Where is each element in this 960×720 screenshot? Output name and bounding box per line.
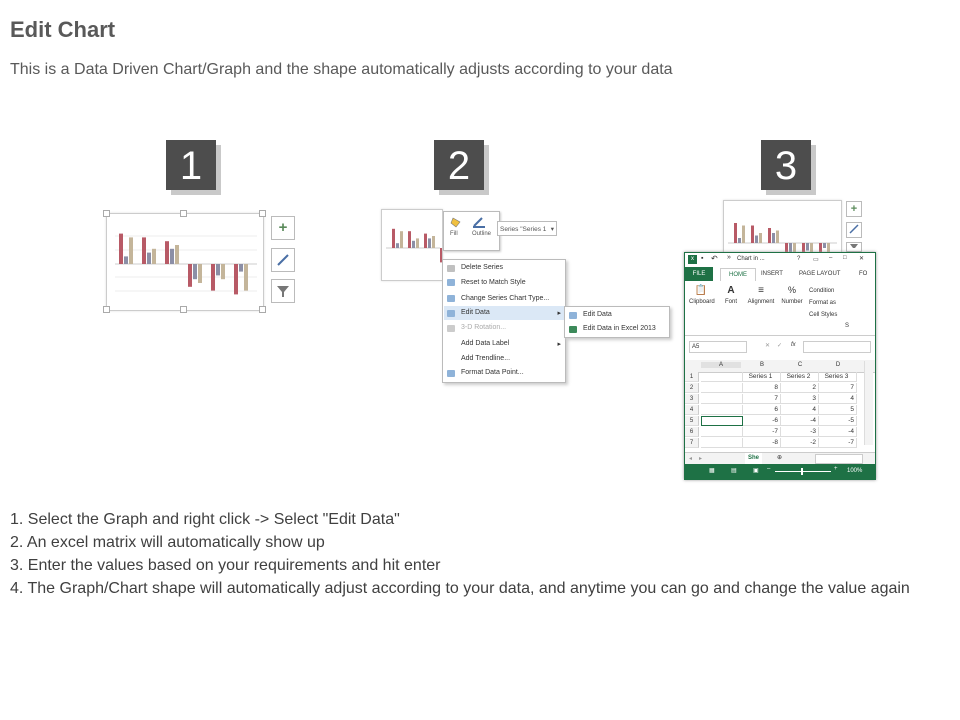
- zoom-level: 100%: [847, 468, 863, 474]
- resize-handle[interactable]: [259, 210, 266, 217]
- edit-data-icon: [447, 310, 455, 317]
- page-title: Edit Chart: [10, 17, 116, 42]
- outline-pen-icon: [472, 216, 486, 228]
- page-layout-view-icon[interactable]: ▤: [731, 468, 737, 474]
- bar-series-3: [776, 231, 779, 244]
- fill-button[interactable]: [450, 216, 464, 237]
- bar-series-3: [198, 264, 202, 283]
- cancel-icon[interactable]: ✕: [765, 343, 771, 349]
- bar-series-3: [175, 245, 179, 264]
- add-sheet-icon[interactable]: ⊕: [777, 455, 783, 461]
- instruction-2: 2. An excel matrix will automatically show up: [10, 534, 325, 551]
- vertical-scrollbar[interactable]: [864, 361, 873, 445]
- tab-page-layout[interactable]: PAGE LAYOUT: [799, 271, 841, 277]
- excel-window: [684, 252, 876, 480]
- row-header[interactable]: 5: [685, 416, 699, 426]
- brush-icon: [276, 253, 290, 267]
- overflow-icon[interactable]: »: [727, 254, 731, 261]
- cell-d4[interactable]: 5: [819, 405, 857, 415]
- instruction-1: 1. Select the Graph and right click -> Select "Edit Data": [10, 511, 400, 528]
- chart-preview-1[interactable]: [106, 213, 264, 311]
- fill-bucket-icon: [450, 216, 464, 228]
- bar-series-1: [165, 241, 169, 264]
- bar-series-1: [142, 237, 146, 264]
- cell-c6[interactable]: -3: [781, 427, 819, 437]
- step-badge-2: 2: [434, 140, 484, 190]
- menu-item-edit-data[interactable]: Edit Data: [461, 309, 490, 316]
- filter-icon: [849, 243, 859, 251]
- rotation-icon: [447, 325, 455, 332]
- reset-icon: [447, 279, 455, 286]
- bar-series-3: [152, 249, 156, 264]
- menu-item-delete-series[interactable]: Delete Series: [461, 264, 504, 271]
- menu-item-format-data-point[interactable]: Format Data Point...: [461, 369, 524, 376]
- chevron-right-icon: ▸: [557, 341, 561, 348]
- cell-b5[interactable]: -6: [743, 416, 781, 426]
- step-badge-1: 1: [166, 140, 216, 190]
- cell-c1[interactable]: Series 2: [781, 372, 819, 382]
- normal-view-icon[interactable]: ▦: [709, 468, 715, 474]
- number-group[interactable]: [779, 285, 805, 305]
- alignment-icon: ≡: [758, 285, 764, 296]
- row-header[interactable]: 3: [685, 394, 699, 404]
- cell-a2[interactable]: [701, 383, 743, 393]
- chart-filters-button[interactable]: [846, 242, 862, 252]
- series-select[interactable]: [497, 221, 557, 236]
- maximize-icon[interactable]: □: [843, 255, 847, 261]
- chart-styles-button[interactable]: [271, 248, 295, 272]
- sheet-tab[interactable]: She: [745, 453, 762, 466]
- outline-label: Outline: [472, 231, 492, 237]
- bar-series-1: [734, 223, 737, 243]
- excel-logo-icon: x: [688, 255, 697, 264]
- row-header[interactable]: 7: [685, 438, 699, 448]
- bar-series-3: [400, 231, 403, 248]
- cell-d2[interactable]: 7: [819, 383, 857, 393]
- excel-icon: [569, 326, 577, 333]
- cell-c2[interactable]: 2: [781, 383, 819, 393]
- cell-d5[interactable]: -5: [819, 416, 857, 426]
- styles-group-label: S: [845, 323, 850, 329]
- percent-icon: %: [787, 285, 796, 295]
- bar-series-2: [239, 264, 243, 272]
- resize-handle[interactable]: [180, 306, 187, 313]
- undo-icon[interactable]: ↶: [711, 254, 718, 263]
- outline-button[interactable]: [472, 216, 491, 237]
- clipboard-label: Clipboard: [689, 299, 715, 305]
- fx-button[interactable]: fx: [791, 342, 796, 348]
- tab-formulas[interactable]: FO: [859, 271, 868, 277]
- bar-series-2: [124, 256, 128, 264]
- zoom-slider[interactable]: [775, 471, 831, 472]
- plus-icon: +: [850, 203, 858, 215]
- edit-data-icon: [569, 312, 577, 319]
- chart-elements-button[interactable]: [271, 216, 295, 240]
- excel-titlebar: [685, 253, 875, 268]
- step-badge-3: 3: [761, 140, 811, 190]
- cell-d6[interactable]: -4: [819, 427, 857, 437]
- page-break-view-icon[interactable]: ▣: [753, 468, 759, 474]
- bar-series-1: [408, 231, 411, 248]
- bar-series-2: [412, 241, 415, 248]
- menu-item-add-data-label[interactable]: Add Data Label: [461, 340, 510, 347]
- styles-group[interactable]: [809, 285, 837, 321]
- tab-file[interactable]: FILE: [685, 267, 713, 281]
- cell-a7[interactable]: [701, 438, 743, 448]
- save-icon[interactable]: ▪: [701, 255, 704, 262]
- resize-handle[interactable]: [180, 210, 187, 217]
- cell-d1[interactable]: Series 3: [819, 372, 857, 382]
- cell-c7[interactable]: -2: [781, 438, 819, 448]
- cell-a4[interactable]: [701, 405, 743, 415]
- bar-series-1: [188, 264, 192, 287]
- chevron-down-icon: ▾: [550, 226, 554, 233]
- bar-series-2: [755, 236, 758, 244]
- menu-item-reset-style[interactable]: Reset to Match Style: [461, 279, 526, 286]
- font-group[interactable]: [721, 285, 741, 305]
- cell-a1[interactable]: [701, 372, 743, 382]
- edit-data-submenu: [564, 306, 670, 338]
- clipboard-group[interactable]: [689, 285, 713, 305]
- menu-item-change-chart-type[interactable]: Change Series Chart Type...: [461, 295, 550, 302]
- alignment-label: Alignment: [747, 299, 775, 305]
- bar-series-2: [738, 238, 741, 243]
- row-header[interactable]: 6: [685, 427, 699, 437]
- bar-series-1: [751, 226, 754, 244]
- alignment-group[interactable]: [745, 285, 777, 305]
- conditional-formatting[interactable]: Condition: [809, 288, 835, 294]
- formula-input[interactable]: [803, 341, 871, 353]
- clipboard-icon: 📋: [694, 285, 708, 296]
- brush-icon: [849, 224, 859, 234]
- cell-b6[interactable]: -7: [743, 427, 781, 437]
- cell-d3[interactable]: 4: [819, 394, 857, 404]
- horizontal-scrollbar[interactable]: [815, 454, 863, 464]
- cell-c3[interactable]: 3: [781, 394, 819, 404]
- chart-styles-button[interactable]: [846, 222, 862, 238]
- minimize-icon[interactable]: –: [829, 255, 833, 261]
- zoom-in-icon[interactable]: +: [834, 466, 838, 472]
- status-bar: [685, 464, 875, 479]
- cell-a5[interactable]: [701, 416, 743, 426]
- font-label: Font: [724, 299, 737, 305]
- col-header-b[interactable]: B: [759, 362, 764, 368]
- ribbon-options-icon[interactable]: ▭: [813, 257, 819, 263]
- bar-series-2: [428, 238, 431, 248]
- tab-home[interactable]: HOME: [720, 268, 756, 281]
- bar-series-3: [221, 264, 225, 279]
- window-title: Chart in ...: [737, 256, 765, 262]
- bar-series-2: [396, 243, 399, 248]
- font-icon: A: [727, 285, 735, 296]
- instruction-3: 3. Enter the values based on your requirements and hit enter: [10, 557, 441, 574]
- enter-icon[interactable]: ✓: [777, 343, 783, 349]
- spreadsheet-grid: [685, 372, 875, 452]
- menu-item-3d-rotation[interactable]: 3-D Rotation...: [461, 324, 507, 331]
- bar-series-2: [147, 253, 151, 264]
- bar-series-2: [193, 264, 197, 279]
- chevron-right-icon: ▸: [557, 310, 561, 317]
- chart-preview-2[interactable]: [381, 209, 443, 281]
- filter-icon: [276, 284, 290, 298]
- resize-handle[interactable]: [103, 210, 110, 217]
- help-button[interactable]: ?: [797, 256, 801, 262]
- bar-series-1: [392, 229, 395, 248]
- cell-b2[interactable]: 8: [743, 383, 781, 393]
- chart-elements-button[interactable]: [846, 201, 862, 217]
- resize-handle[interactable]: [259, 306, 266, 313]
- bar-series-2: [823, 243, 826, 248]
- zoom-slider-thumb[interactable]: [801, 468, 803, 475]
- cell-b4[interactable]: 6: [743, 405, 781, 415]
- formula-bar: [685, 340, 875, 354]
- chart-type-icon: [447, 295, 455, 302]
- col-header-c[interactable]: C: [797, 362, 803, 368]
- cell-styles[interactable]: Cell Styles: [809, 312, 838, 318]
- ribbon-tabs: [685, 267, 875, 282]
- fill-label: Fill: [450, 231, 458, 237]
- name-box[interactable]: A5: [689, 341, 747, 353]
- cell-a6[interactable]: [701, 427, 743, 437]
- bar-series-1: [234, 264, 238, 294]
- submenu-item-edit-data[interactable]: Edit Data: [583, 311, 612, 318]
- delete-icon: [447, 265, 455, 272]
- next-sheet-icon[interactable]: ▸: [699, 456, 703, 462]
- bar-series-1: [119, 234, 123, 264]
- row-header[interactable]: 1: [685, 372, 699, 382]
- bar-series-3: [432, 236, 435, 248]
- bar-series-3: [129, 237, 133, 264]
- chart-filters-button[interactable]: [271, 279, 295, 303]
- bar-series-2: [216, 264, 220, 275]
- instruction-4: 4. The Graph/Chart shape will automatically adjust according to your data, and anytime you can go and change the value again: [10, 580, 910, 597]
- cell-b3[interactable]: 7: [743, 394, 781, 404]
- bar-series-1: [211, 264, 215, 291]
- resize-handle[interactable]: [103, 306, 110, 313]
- bar-series-3: [759, 233, 762, 243]
- page-subtitle: This is a Data Driven Chart/Graph and the shape automatically adjusts according to your data: [10, 61, 673, 78]
- bar-series-1: [768, 228, 771, 243]
- bar-series-2: [772, 233, 775, 243]
- row-header[interactable]: 4: [685, 405, 699, 415]
- cell-b1[interactable]: Series 1: [743, 372, 781, 382]
- cell-c4[interactable]: 4: [781, 405, 819, 415]
- number-label: Number: [781, 299, 803, 305]
- instructions: [10, 508, 940, 600]
- mini-chart-2: [382, 210, 442, 280]
- cell-d7[interactable]: -7: [819, 438, 857, 448]
- menu-item-add-trendline[interactable]: Add Trendline...: [461, 355, 511, 362]
- context-menu: [442, 259, 566, 383]
- series-select-value: Series "Series 1: [500, 226, 547, 233]
- tab-insert[interactable]: INSERT: [761, 271, 783, 277]
- bar-series-3: [416, 238, 419, 248]
- mini-chart-1: [107, 214, 263, 310]
- format-point-icon: [447, 370, 455, 377]
- zoom-out-icon[interactable]: –: [767, 466, 771, 472]
- bar-series-2: [170, 249, 174, 264]
- col-header-d[interactable]: D: [835, 362, 841, 368]
- bar-series-3: [244, 264, 248, 291]
- cell-c5[interactable]: -4: [781, 416, 819, 426]
- row-header[interactable]: 2: [685, 383, 699, 393]
- cell-b7[interactable]: -8: [743, 438, 781, 448]
- col-header-a[interactable]: A: [701, 362, 741, 368]
- bar-series-2: [806, 243, 809, 251]
- plus-icon: +: [278, 219, 288, 236]
- format-as-table[interactable]: Format as: [809, 300, 837, 306]
- cell-a3[interactable]: [701, 394, 743, 404]
- submenu-item-edit-in-excel[interactable]: Edit Data in Excel 2013: [583, 325, 656, 332]
- ribbon: [685, 281, 875, 336]
- bar-series-1: [424, 234, 427, 248]
- bar-series-3: [742, 226, 745, 244]
- format-toolbar: [443, 211, 500, 251]
- prev-sheet-icon[interactable]: ◂: [689, 456, 693, 462]
- close-icon[interactable]: ✕: [859, 256, 865, 262]
